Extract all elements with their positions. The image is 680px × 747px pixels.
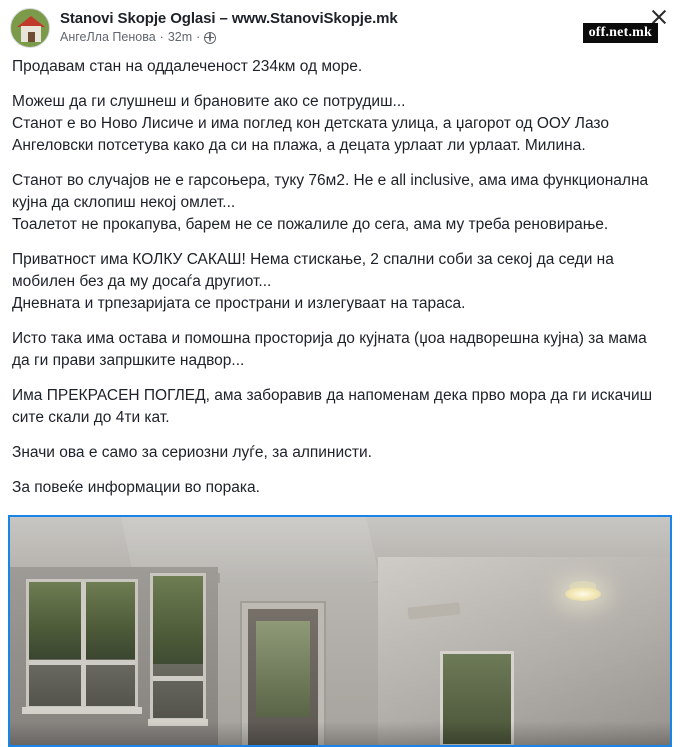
globe-icon[interactable] — [204, 32, 216, 44]
apartment-room-photo[interactable] — [8, 515, 672, 747]
post-text — [0, 52, 680, 505]
window-sill-left — [22, 707, 142, 714]
page-name[interactable]: Stanovi Skopje Oglasi – www.StanoviSkopje.mk — [60, 10, 398, 27]
window-glass-upper — [153, 576, 203, 675]
post-paragraph: За повеќе информации во порака. — [12, 479, 260, 496]
post-paragraph: Значи ова е само за сериозни луѓе, за алпинисти. — [12, 444, 372, 461]
post-paragraph: Станот во случајов не е гарсоњера, туку 76м2. Не е all inclusive, ама има функционална кујна да склопиш некој омлет... Тоалетот не прокапува, барем не се пожалиле до сега, ама му треба реновирање. — [12, 172, 649, 233]
avatar-door-shape — [28, 32, 35, 42]
post-paragraph: Можеш да ги слушнеш и брановите ако се потрудиш... Станот е во Ново Лисиче и има поглед кон детската улица, а џагорот од ООУ Лазо Ангеловски потсетува како да си на плажа, а децата урлаат ли урлаат. Милина. — [12, 93, 609, 154]
post-header-text — [60, 8, 398, 46]
window-left — [26, 579, 138, 709]
post-timestamp[interactable]: 32m — [167, 30, 193, 44]
avatar[interactable] — [10, 8, 50, 48]
window-glass-lower — [153, 664, 203, 718]
post-paragraph: Исто така има остава и помошна просторија до кујната (џоа надворешна кујна) за мама да ги прави запршките надвор... — [12, 330, 652, 369]
window-center — [150, 573, 206, 721]
window-mullion-vertical — [81, 582, 86, 706]
author-name[interactable]: АнгеЛла Пенова — [60, 30, 156, 44]
meta-separator-1: · — [159, 30, 164, 44]
post-meta — [60, 29, 398, 46]
floor-shadow — [10, 721, 670, 745]
balcony-door-glass — [256, 621, 310, 717]
room-scene — [10, 517, 670, 745]
window-mullion-horizontal — [153, 676, 203, 681]
window-mullion-horizontal — [29, 660, 135, 665]
post-paragraph: Продавам стан на оддалеченост 234км од море. — [12, 58, 363, 75]
meta-separator-2: · — [196, 30, 201, 44]
post-paragraph: Има ПРЕКРАСЕН ПОГЛЕД, ама заборавив да напоменам дека прво мора да ги искачиш сите скали до 4ти кат. — [12, 387, 657, 426]
post-header — [0, 0, 680, 52]
post-paragraph: Приватност има КОЛКУ САКАШ! Нема стискање, 2 спални соби за секој да седи на мобилен без да му досаѓа другиот... Дневната и трпезаријата се пространи и излегуваат на тараса. — [12, 251, 614, 312]
ceiling-light-icon — [565, 587, 601, 601]
watermark: off.net.mk — [583, 23, 658, 45]
right-wall — [378, 557, 670, 745]
